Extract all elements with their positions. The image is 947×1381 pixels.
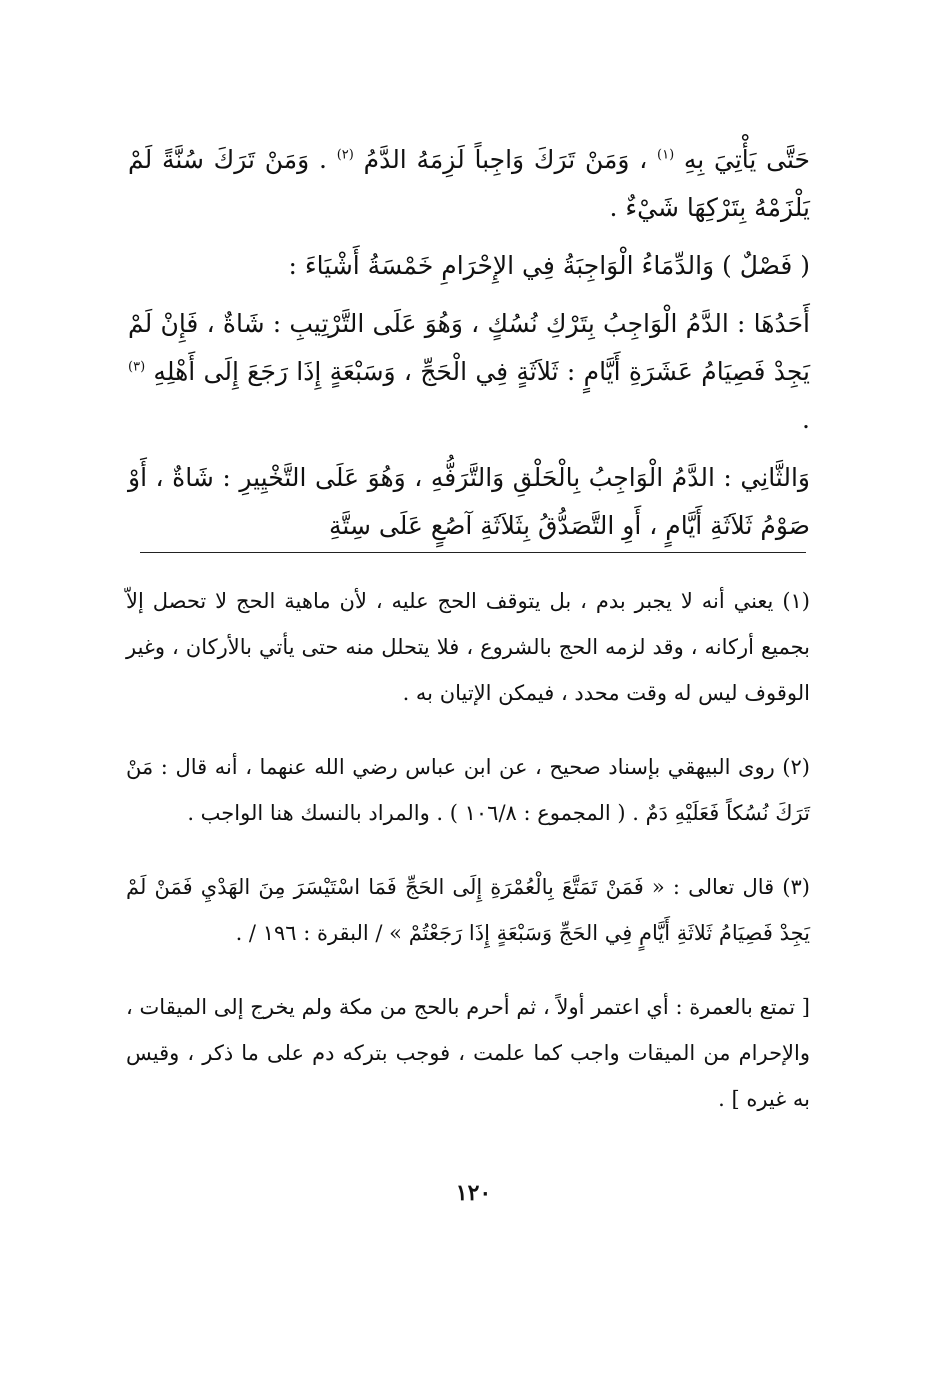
footnote-3: (٣) قال تعالى : « فَمَنْ تَمَتَّعَ بِالْعُمْرَةِ إِلَى الحَجِّ فَمَا اسْتَيْسَرَ مِنَ الهَدْيِ فَمَنْ لَمْ يَجِدْ فَصِيَامُ ثَلاثَةِ أَيَّامٍ فِي الحَجِّ وَسَبْعَةٍ إِذَا رَجَعْتُمْ » / البقرة : ١٩٦ / . [126,875,810,945]
paragraph-1 [128,136,810,232]
paragraph-1-text-a: حَتَّى يَأْتِيَ بِهِ [683,145,810,174]
footnote-1: (١) يعني أنه لا يجبر بدم ، بل يتوقف الحج عليه ، لأن ماهية الحج لا تحصل إلاّ بجميع أركانه ، وقد لزمه الحج بالشروع ، فلا يتحلل منه حتى يأتي بالأركان ، وغير الوقوف ليس له وقت محدد ، فيمكن الإتيان به . [126,589,810,705]
paragraph-4: وَالثَّانِي : الدَّمُ الْوَاجِبُ بِالْحَلْقِ وَالتَّرَفُّهِ ، وَهُوَ عَلَى التَّخْيِيرِ : شَاةٌ ، أَوْ صَوْمُ ثَلاَثَةِ أَيَّامٍ ، أَوِ التَّصَدُّقُ بِثَلاَثَةِ آصُعٍ عَلَى سِتَّةِ [128,463,810,540]
footnote-ref-1: (١) [657,147,675,163]
main-text [128,136,810,550]
footnotes [126,578,810,1122]
paragraph-3-end: . [802,405,810,434]
paragraph-3 [128,300,810,444]
paragraph-3-text: أَحَدُهَا : الدَّمُ الْوَاجِبُ بِتَرْكِ نُسُكٍ ، وَهُوَ عَلَى التَّرْتِيبِ : شَاةٌ ، فَإِنْ لَمْ يَجِدْ فَصِيَامُ عَشَرَةِ أَيَّامٍ : ثَلاَثَةٍ فِي الْحَجِّ ، وَسَبْعَةٍ إِذَا رَجَعَ إِلَى أَهْلِهِ [128,309,810,386]
paragraph-1-text-b: ، وَمَنْ تَرَكَ وَاجِباً لَزِمَهُ الدَّمُ [363,145,648,174]
footnote-ref-3: (٣) [128,359,146,375]
footnote-separator [140,552,806,553]
paragraph-2: ( فَصْلٌ ) وَالدِّمَاءُ الْوَاجِبَةُ فِي الإِحْرَامِ خَمْسَةُ أَشْيَاءَ : [288,251,810,280]
page-number: ١٢٠ [455,1180,492,1206]
footnote-2: (٢) روى البيهقي بإسناد صحيح ، عن ابن عباس رضي الله عنهما ، أنه قال : مَنْ تَرَكَ نُسُكاً فَعَلَيْهِ دَمٌ . ( المجموع : ١٠٦/٨ ) . والمراد بالنسك هنا الواجب . [126,755,810,825]
paragraph-1-text-c: . وَمَنْ تَرَكَ سُنَّةً لَمْ يَلْزَمْهُ بِتَرْكِهَا شَيْءٌ . [128,145,810,222]
footnote-4: [ تمتع بالعمرة : أي اعتمر أولاً ، ثم أحرم بالحج من مكة ولم يخرج إلى الميقات ، والإحرام من الميقات واجب كما علمت ، فوجب بتركه دم على ما ذكر ، وقيس به غيره ] . [126,995,810,1111]
footnote-ref-2: (٢) [336,147,354,163]
